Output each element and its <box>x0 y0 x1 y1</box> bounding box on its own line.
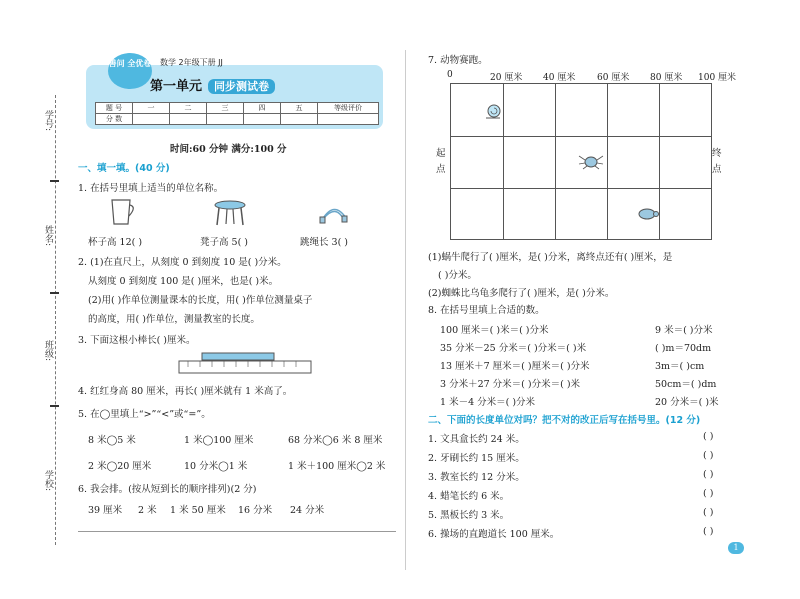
stool-icon <box>213 200 247 226</box>
question-1: 1. 在括号里填上适当的单位名称。 <box>78 183 224 194</box>
q8-item: 3m＝( )cm <box>655 361 705 372</box>
student-number-label: 学号: <box>43 110 53 132</box>
score-cell <box>244 114 281 125</box>
question-5: 5. 在◯里填上“>”“<”或“=”。 <box>78 409 211 420</box>
section-1-title: 一、填一填。(40 分) <box>78 163 170 174</box>
class-label: 班级: <box>43 340 53 362</box>
q1-item-rope: 跳绳长 3( ) <box>300 237 348 248</box>
q6-item: 16 分米 <box>238 505 273 516</box>
score-header: 等级评价 <box>318 103 379 114</box>
section-2-title: 二、下面的长度单位对吗？把不对的改正后写在括号里。(12 分) <box>428 415 701 426</box>
binding-mark <box>50 180 59 182</box>
s2-item: 3. 教室长约 12 分米。 <box>428 472 525 483</box>
s2-item: 2. 牙刷长约 15 厘米。 <box>428 453 525 464</box>
binding-line <box>55 95 56 545</box>
q1-item-cup: 杯子高 12( ) <box>88 237 143 248</box>
q8-item: 13 厘米＋7 厘米＝( )厘米＝( )分米 <box>440 361 590 372</box>
scale-label: 100 厘米 <box>698 73 737 83</box>
test-title: 同步测试卷 <box>208 79 275 94</box>
q5-compare: 68 分米◯6 米 8 厘米 <box>288 435 383 446</box>
answer-paren: ( ) <box>703 488 714 499</box>
score-header: 二 <box>170 103 207 114</box>
snail-icon <box>484 102 502 120</box>
start-label: 起点 <box>436 148 446 175</box>
binding-mark <box>50 292 59 294</box>
school-label: 学校: <box>43 470 53 492</box>
binding-mark <box>50 405 59 407</box>
question-4: 4. 红红身高 80 厘米，再长( )厘米就有 1 米高了。 <box>78 386 293 397</box>
score-cell <box>170 114 207 125</box>
q5-compare: 8 米◯5 米 <box>88 435 136 446</box>
q8-item: 35 分米－25 分米＝( )分米＝( )米 <box>440 343 587 354</box>
question-8: 8. 在括号里填上合适的数。 <box>428 305 545 316</box>
page-title <box>150 75 275 94</box>
scale-label: 80 厘米 <box>650 73 683 83</box>
score-cell <box>281 114 318 125</box>
score-cell <box>318 114 379 125</box>
ruler-with-stick <box>178 352 312 374</box>
score-header: 四 <box>244 103 281 114</box>
question-7-1-line2: ( )分米。 <box>438 270 477 281</box>
score-cell <box>133 114 170 125</box>
q8-item: 1 米－4 分米＝( )分米 <box>440 397 536 408</box>
question-7: 7. 动物赛跑。 <box>428 55 488 66</box>
q6-item: 2 米 <box>138 505 157 516</box>
scale-label: 60 厘米 <box>597 73 630 83</box>
q6-item: 1 米 50 厘米 <box>170 505 226 516</box>
q8-item: 50cm＝( )dm <box>655 379 717 390</box>
question-3: 3. 下面这根小棒长( )厘米。 <box>78 335 196 346</box>
answer-paren: ( ) <box>703 507 714 518</box>
finish-label: 终点 <box>712 148 722 175</box>
q5-compare: 10 分米◯1 米 <box>184 461 248 472</box>
question-2: 2. (1)在直尺上，从刻度 0 到刻度 10 是( )分米。 <box>78 257 287 268</box>
scale-label: 40 厘米 <box>543 73 576 83</box>
turtle-icon <box>636 206 660 220</box>
scale-label: 20 厘米 <box>490 73 523 83</box>
cup-icon <box>108 198 138 226</box>
q8-item: ( )m＝70dm <box>655 343 712 354</box>
spider-icon <box>578 154 604 170</box>
s2-item: 4. 蜡笔长约 6 米。 <box>428 491 510 502</box>
question-2-line3: (2)用( )作单位测量课本的长度，用( )作单位测量桌子 <box>88 295 313 306</box>
s2-item: 5. 黑板长约 3 米。 <box>428 510 510 521</box>
q8-item: 3 分米＋27 分米＝( )分米＝( )米 <box>440 379 581 390</box>
q8-item: 9 米＝( )分米 <box>655 325 713 336</box>
q8-item: 100 厘米＝( )米＝( )分米 <box>440 325 549 336</box>
s2-item: 1. 文具盒长约 24 米。 <box>428 434 525 445</box>
question-7-2: (2)蜘蛛比乌龟多爬行了( )厘米，是( )分米。 <box>428 288 615 299</box>
q6-item: 24 分米 <box>290 505 325 516</box>
q5-compare: 1 米＋100 厘米◯2 米 <box>288 461 386 472</box>
score-header: 五 <box>281 103 318 114</box>
q5-compare: 2 米◯20 厘米 <box>88 461 152 472</box>
score-cell <box>207 114 244 125</box>
brand-badge: 善问 全优卷 <box>108 53 152 89</box>
score-row-label: 分 数 <box>96 114 133 125</box>
question-6: 6. 我会排。(按从短到长的顺序排列)(2 分) <box>78 484 257 495</box>
q1-item-stool: 凳子高 5( ) <box>200 237 248 248</box>
answer-paren: ( ) <box>703 526 714 537</box>
time-info: 时间:60 分钟 满分:100 分 <box>170 144 287 155</box>
score-header: 题 号 <box>96 103 133 114</box>
page-divider <box>405 50 406 570</box>
question-7-1: (1)蜗牛爬行了( )厘米，是( )分米，离终点还有( )厘米，是 <box>428 252 673 263</box>
score-table <box>95 102 379 125</box>
score-header: 三 <box>207 103 244 114</box>
bottom-rule <box>78 531 396 532</box>
s2-item: 6. 操场的直跑道长 100 厘米。 <box>428 529 560 540</box>
answer-paren: ( ) <box>703 450 714 461</box>
scale-label: 0 <box>447 70 453 80</box>
q5-compare: 1 米◯100 厘米 <box>184 435 254 446</box>
q8-item: 20 分米＝( )米 <box>655 397 719 408</box>
answer-paren: ( ) <box>703 431 714 442</box>
answer-paren: ( ) <box>703 469 714 480</box>
question-2-line4: 的高度，用( )作单位，测量教室的长度。 <box>88 314 260 325</box>
jump-rope-icon <box>318 198 350 224</box>
name-label: 姓名: <box>43 225 53 247</box>
unit-title: 第一单元 <box>150 79 203 94</box>
question-2-line2: 从刻度 0 到刻度 100 是( )厘米，也是( )米。 <box>88 276 279 287</box>
q6-item: 39 厘米 <box>88 505 123 516</box>
score-header: 一 <box>133 103 170 114</box>
subject-line: 数学 2年级下册 JJ <box>160 58 223 67</box>
page-number: 1 <box>728 542 744 554</box>
